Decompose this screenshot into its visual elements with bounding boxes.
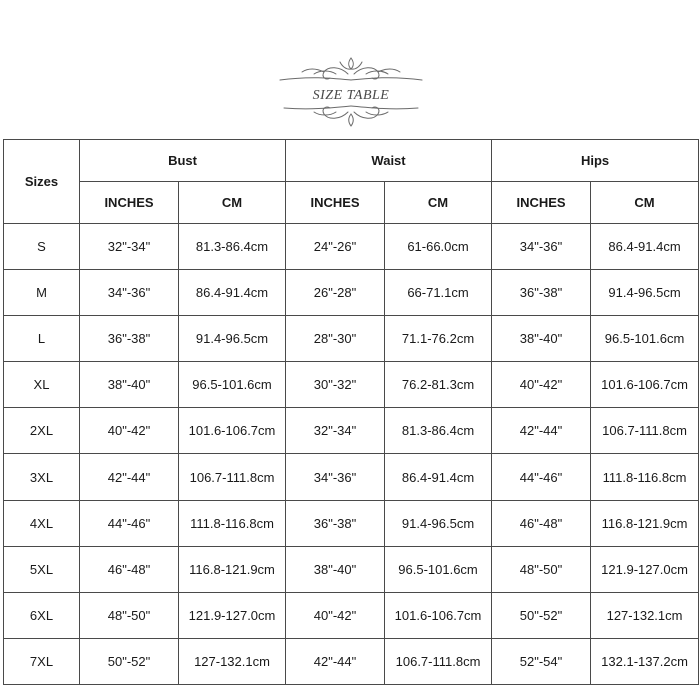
bust-cm-cell: 96.5-101.6cm: [179, 362, 286, 408]
waist-cm-cell: 106.7-111.8cm: [385, 638, 492, 684]
hips-inches-cell: 42"-44": [492, 408, 591, 454]
hips-cm-cell: 132.1-137.2cm: [591, 638, 699, 684]
table-row: [4, 316, 699, 362]
waist-inches-cell: 30"-32": [286, 362, 385, 408]
size-cell: XL: [4, 362, 80, 408]
hips-cm-cell: 86.4-91.4cm: [591, 224, 699, 270]
unit-header: CM: [591, 182, 699, 224]
waist-inches-cell: 38"-40": [286, 546, 385, 592]
table-row: [4, 270, 699, 316]
waist-cm-cell: 91.4-96.5cm: [385, 500, 492, 546]
bust-header: Bust: [80, 140, 286, 182]
bust-inches-cell: 50"-52": [80, 638, 179, 684]
hips-header: Hips: [492, 140, 699, 182]
waist-cm-cell: 81.3-86.4cm: [385, 408, 492, 454]
hips-cm-cell: 106.7-111.8cm: [591, 408, 699, 454]
table-row: [4, 224, 699, 270]
table-row: [4, 638, 699, 684]
waist-inches-cell: 40"-42": [286, 592, 385, 638]
hips-inches-cell: 36"-38": [492, 270, 591, 316]
hips-inches-cell: 34"-36": [492, 224, 591, 270]
size-cell: 4XL: [4, 500, 80, 546]
hips-cm-cell: 96.5-101.6cm: [591, 316, 699, 362]
hips-cm-cell: 116.8-121.9cm: [591, 500, 699, 546]
waist-inches-cell: 24"-26": [286, 224, 385, 270]
bust-inches-cell: 48"-50": [80, 592, 179, 638]
size-cell: 3XL: [4, 454, 80, 500]
waist-inches-cell: 42"-44": [286, 638, 385, 684]
hips-cm-cell: 101.6-106.7cm: [591, 362, 699, 408]
hips-inches-cell: 52"-54": [492, 638, 591, 684]
bust-cm-cell: 81.3-86.4cm: [179, 224, 286, 270]
size-cell: 5XL: [4, 546, 80, 592]
bust-inches-cell: 36"-38": [80, 316, 179, 362]
bust-cm-cell: 127-132.1cm: [179, 638, 286, 684]
unit-header-row: [4, 182, 699, 224]
table-row: [4, 546, 699, 592]
hips-cm-cell: 127-132.1cm: [591, 592, 699, 638]
bust-cm-cell: 106.7-111.8cm: [179, 454, 286, 500]
waist-header: Waist: [286, 140, 492, 182]
size-cell: 7XL: [4, 638, 80, 684]
table-row: [4, 454, 699, 500]
bust-inches-cell: 34"-36": [80, 270, 179, 316]
table-row: [4, 500, 699, 546]
waist-cm-cell: 101.6-106.7cm: [385, 592, 492, 638]
unit-header: INCHES: [492, 182, 591, 224]
hips-cm-cell: 111.8-116.8cm: [591, 454, 699, 500]
table-row: [4, 408, 699, 454]
bust-cm-cell: 111.8-116.8cm: [179, 500, 286, 546]
bust-inches-cell: 44"-46": [80, 500, 179, 546]
waist-inches-cell: 34"-36": [286, 454, 385, 500]
unit-header: INCHES: [286, 182, 385, 224]
waist-cm-cell: 66-71.1cm: [385, 270, 492, 316]
bust-cm-cell: 116.8-121.9cm: [179, 546, 286, 592]
waist-cm-cell: 61-66.0cm: [385, 224, 492, 270]
table-row: [4, 592, 699, 638]
waist-inches-cell: 28"-30": [286, 316, 385, 362]
waist-inches-cell: 36"-38": [286, 500, 385, 546]
sizes-header: Sizes: [4, 140, 80, 224]
size-cell: S: [4, 224, 80, 270]
unit-header: INCHES: [80, 182, 179, 224]
bust-cm-cell: 91.4-96.5cm: [179, 316, 286, 362]
waist-cm-cell: 96.5-101.6cm: [385, 546, 492, 592]
bust-inches-cell: 46"-48": [80, 546, 179, 592]
waist-inches-cell: 32"-34": [286, 408, 385, 454]
hips-cm-cell: 91.4-96.5cm: [591, 270, 699, 316]
waist-cm-cell: 71.1-76.2cm: [385, 316, 492, 362]
hips-inches-cell: 50"-52": [492, 592, 591, 638]
bust-cm-cell: 86.4-91.4cm: [179, 270, 286, 316]
size-table-title: SIZE TABLE: [312, 88, 390, 103]
hips-inches-cell: 40"-42": [492, 362, 591, 408]
bust-inches-cell: 42"-44": [80, 454, 179, 500]
hips-inches-cell: 46"-48": [492, 500, 591, 546]
hips-cm-cell: 121.9-127.0cm: [591, 546, 699, 592]
size-table: [3, 139, 699, 685]
unit-header: CM: [179, 182, 286, 224]
bust-cm-cell: 101.6-106.7cm: [179, 408, 286, 454]
size-cell: 2XL: [4, 408, 80, 454]
hips-inches-cell: 44"-46": [492, 454, 591, 500]
table-row: [4, 362, 699, 408]
size-cell: M: [4, 270, 80, 316]
size-table-title-block: [270, 52, 432, 134]
group-header-row: [4, 140, 699, 182]
hips-inches-cell: 38"-40": [492, 316, 591, 362]
size-cell: 6XL: [4, 592, 80, 638]
bust-cm-cell: 121.9-127.0cm: [179, 592, 286, 638]
hips-inches-cell: 48"-50": [492, 546, 591, 592]
unit-header: CM: [385, 182, 492, 224]
waist-cm-cell: 76.2-81.3cm: [385, 362, 492, 408]
bust-inches-cell: 40"-42": [80, 408, 179, 454]
size-cell: L: [4, 316, 80, 362]
waist-inches-cell: 26"-28": [286, 270, 385, 316]
waist-cm-cell: 86.4-91.4cm: [385, 454, 492, 500]
bust-inches-cell: 32"-34": [80, 224, 179, 270]
bust-inches-cell: 38"-40": [80, 362, 179, 408]
